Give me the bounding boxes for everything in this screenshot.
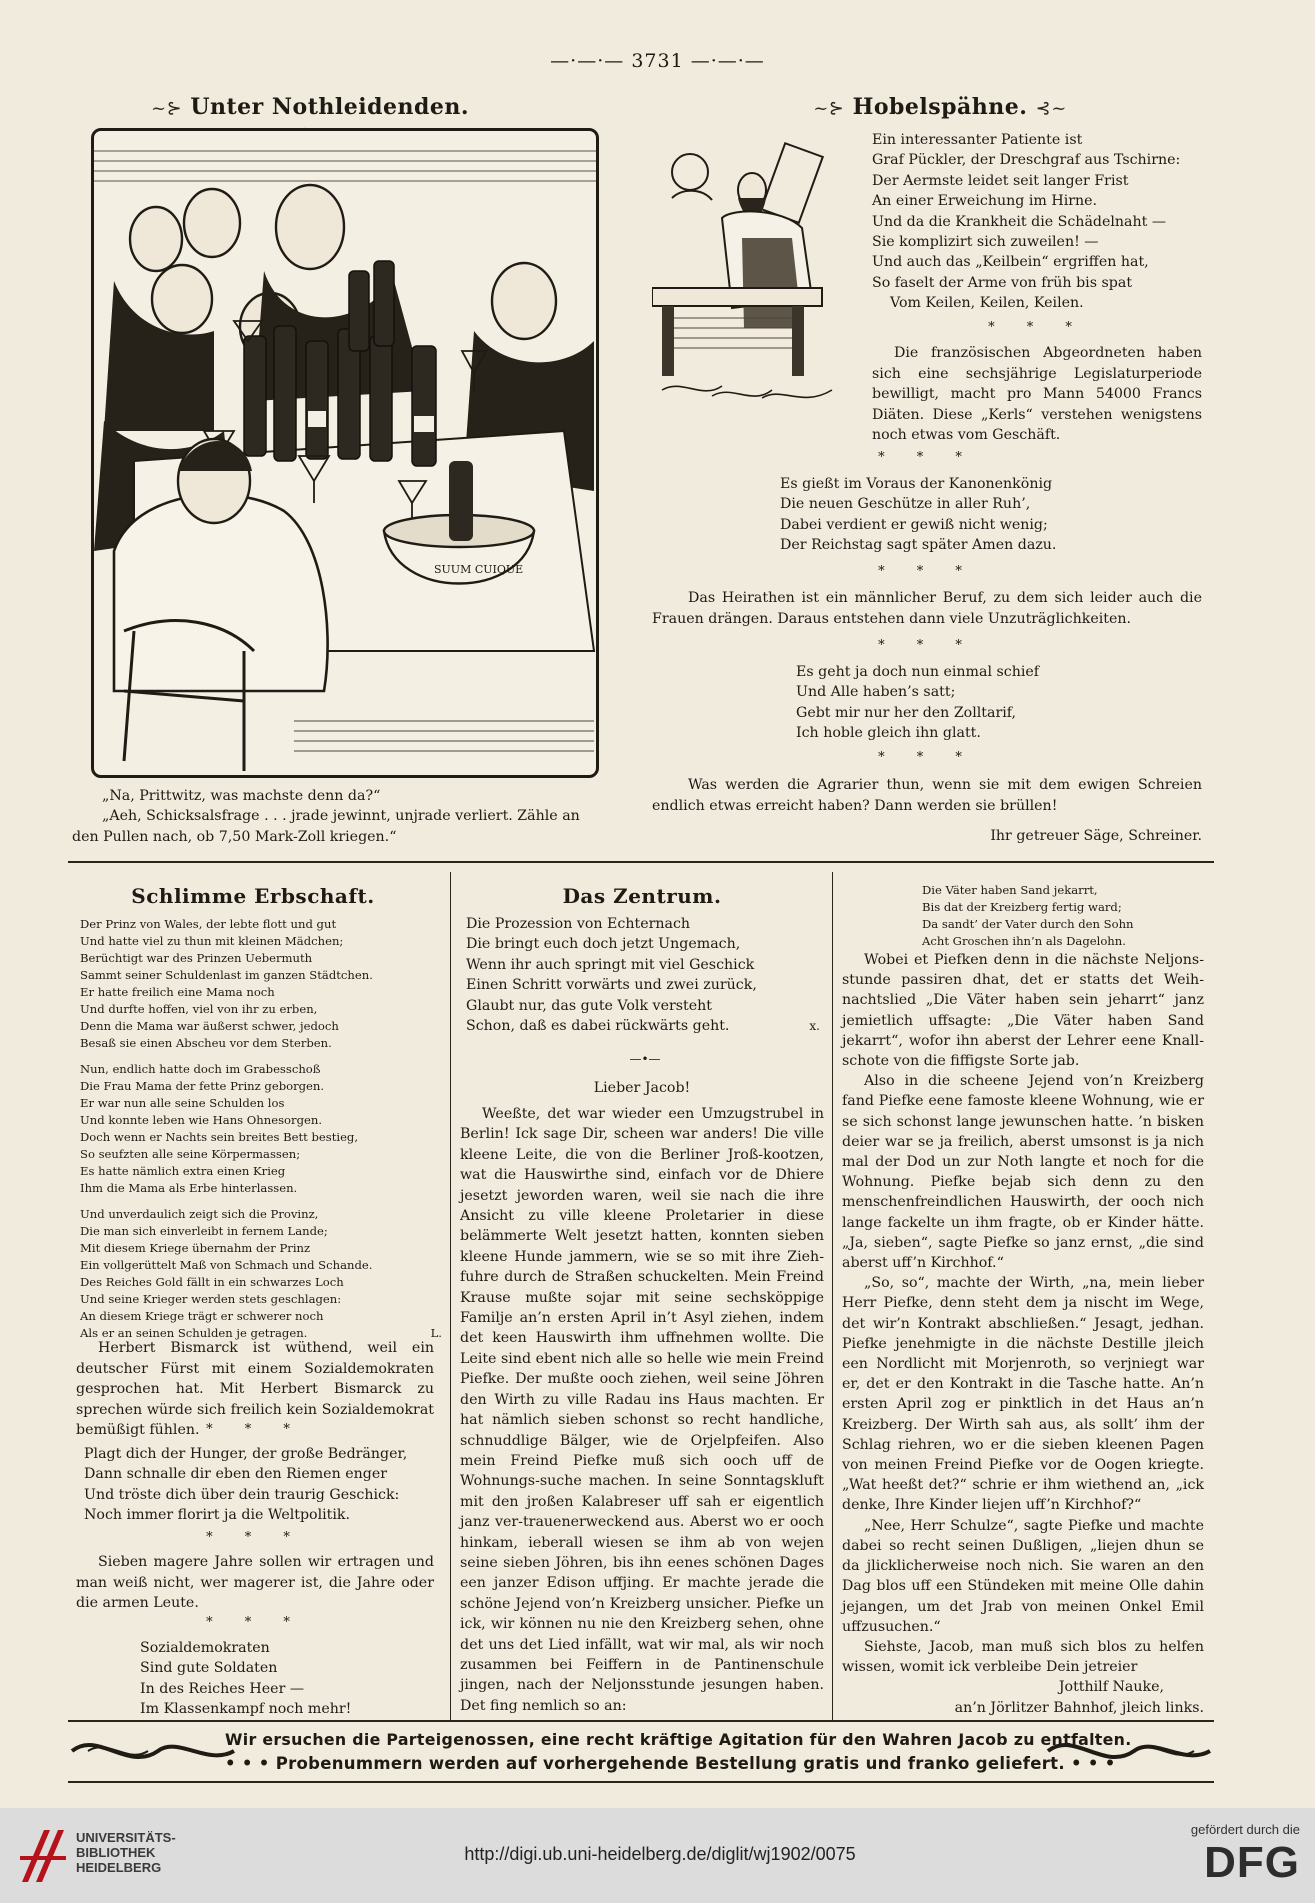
poem-line: Die Frau Mama der fette Prinz geborgen. (80, 1079, 325, 1093)
paragraph-text: Weeßte, det war wieder een Umzugstrubel in Berlin! Ick sage Dir, scheen war anders! Die ville kleene Leite, die von die Berliner Jroß-kootzen, wat die Hauswirthe sind, einfach vor de Dhiere jesetzt jeworden waren, weil sie nach die ihre Ansicht zu ville kleene Proletarier in diese belämmerte Welt jesetzt hatten, konnten sieben kleene Hunde jammern, wie se so mit ihre Zieh-fuhre durch de Straßen schuckelten. Mein Freind Krause mußte sojar mit seine sechsköppige Familje an’n ersten April in’t Asyl ziehen, indem det keen Hauswirth ihm uffnehmen wollte. Die Leite sind ebent nich alle so helle wie mein Freind Piefke. Der mußte ooch ziehen, weil seine Jöhren den Wirth zu ville Radau ins Haus machten. Er hat nämlich sieben schonst so recht handliche, schnuddlige Bälger, wie de Orjelpfeifen. Also mein Freind Piefke muß sich ooch uff de Wohnungs-suche machen. In seine Sonntagskluft mit den jroßen Kalabreser uff sah er eigentlich janz ver-trauenerweckend aus. Aberst wo er ooch hinkam, ieberall wiesen se ihm ab von wejen seine sieben Jöhren, bis ihn eenes schönen Dages een janzer Edison uffjing. Er machte jerade die schöne Jejend von’n Kreizberg unsicher. Piefke un ick, wir können nu nie den Kreizberg sehen, ohne det uns det Lied infällt, wat wir mal, als wir noch zusammen bei Feiffern in de Pantinenschule jingen, nach der Neljonsstunde jesungen haben. Det fing nemlich so an: (460, 1106, 824, 1714)
verse-line: Ein interessanter Patiente ist (872, 132, 1083, 148)
cartoon-illustration (91, 128, 599, 778)
paragraph-agrarier (652, 775, 1202, 816)
verse-pueckler (872, 130, 1202, 314)
ornament-scroll-icon: ~⊱ (813, 98, 845, 119)
appeal-line: Wir ersuchen die Parteigenossen, eine recht kräftige Agitation für den Wahren Jacob zu entfalten. (225, 1730, 1132, 1749)
cartoon-title: Unter Nothleidenden. (190, 94, 469, 120)
poem-line: Die man sich einverleibt in fernem Lande; (80, 1224, 328, 1238)
signature-text: Ihr getreuer Säge, Schreiner. (990, 828, 1202, 844)
letter-salutation (456, 1078, 828, 1098)
poem-line: Doch wenn er Nachts sein breites Bett bestieg, (80, 1130, 359, 1144)
verse-line: Und auch das „Keilbein“ ergriffen hat, (872, 254, 1149, 271)
verse-line: Der Reichstag sagt später Amen dazu. (780, 537, 1057, 554)
appeal-rule-bottom (68, 1781, 1214, 1783)
ornament-scroll-icon: ⊰~ (1035, 98, 1067, 119)
carpenter-drawing (652, 128, 844, 410)
institution-line: HEIDELBERG (76, 1860, 162, 1875)
verse-line: Die bringt euch doch jetzt Ungemach, (466, 936, 741, 953)
poem-line: An diesem Kriege trägt er schwerer noch (80, 1309, 324, 1323)
verse-line: Und da die Krankheit die Schädelnaht — (872, 213, 1167, 230)
poem-line: Ein vollgerüttelt Maß von Schmach und Schande. (80, 1258, 373, 1272)
verse-line: In des Reiches Heer — (140, 1680, 305, 1697)
paragraph-text: Also in die scheene Jejend von’n Kreizberg fand Piefke eene famoste kleene Wohnung, wie er se sich schonst lange jewunschen hatte. ’n bisken deier war se ja freilich, aberst umsonst is ja nich mal der Dod un zur Noth langte et noch for die Wohnung. Piefke bejab sich denn zu den menschenfreindlichen Hauswirth, der ooch nich lange fackelte un ihm fragte, ob er Kinder hätte. „Ja, sieben“, sagte Piefke so janz ernst, „die sind aberst uff’n Kirchhof.“ (842, 1073, 1204, 1272)
verse-line: Sozialdemokraten (140, 1640, 270, 1656)
banquet-drawing (94, 131, 596, 775)
poem-line: Denn die Mama war äußerst schwer, jedoch (80, 1019, 339, 1033)
verse-line: Graf Pückler, der Dreschgraf aus Tschirne: (872, 152, 1181, 169)
appeal-banner (225, 1728, 1132, 1776)
page-number: 3731 (631, 50, 684, 72)
verse-das-zentrum (466, 914, 826, 1036)
cartoon-caption (72, 786, 632, 847)
poem-line: Es hatte nämlich extra einen Krieg (80, 1164, 286, 1178)
das-zentrum-heading (456, 884, 828, 908)
poem-schlimme-erbschaft (80, 916, 450, 1342)
paragraph-text: Das Heirathen ist ein männlicher Beruf, zu dem sich leider auch die Frauen drängen. Daraus entstehen dann viele Unzuträglichkeiten. (652, 590, 1202, 627)
rule-ornament-right-icon: —·—·— (690, 50, 765, 72)
poem-line: Er war nun alle seine Schulden los (80, 1096, 285, 1110)
verse-line: Wenn ihr auch springt mit viel Geschick (466, 956, 755, 973)
verse-weltpolitik (84, 1444, 444, 1526)
hobelspaehne-heading (790, 94, 1090, 120)
verse-line: Glaubt nur, das gute Volk versteht (466, 997, 712, 1014)
verse-line: Acht Groschen ihn’n als Dagelohn. (922, 934, 1126, 948)
salutation-text: Lieber Jacob! (593, 1080, 691, 1096)
paragraph-text: Die französischen Abgeordneten haben sich eine sechsjährige Legislaturperiode bewilligt, macht pro Mann 54000 Francs Diäten. Diese „Kerls“ verstehen wenigstens noch etwas vom Geschäft. (872, 345, 1202, 444)
section-separator: * * * (206, 1530, 304, 1545)
appeal-line-text: Probenummern werden auf vorhergehende Bestellung gratis und franko geliefert. (275, 1754, 1065, 1773)
verse-sozialdemokraten (140, 1638, 440, 1720)
verse-line: Dann schnalle dir eben den Riemen enger (84, 1466, 388, 1483)
verse-zolltarif (796, 662, 1136, 744)
verse-line: Es geht ja doch nun einmal schief (796, 664, 1040, 680)
section-separator: * * * (878, 564, 976, 579)
poem-line: Berüchtigt war des Prinzen Uebermuth (80, 951, 313, 965)
institution-name (76, 1830, 226, 1875)
verse-line: Der Aermste leidet seit langer Frist (872, 172, 1129, 189)
poem-line: Und durfte hoffen, viel von ihr zu erben, (80, 1002, 318, 1016)
institution-line: UNIVERSITÄTS- (76, 1830, 176, 1845)
poem-line: Als er an seinen Schulden je getragen. (80, 1326, 308, 1340)
ornament-scroll-left-icon (68, 1728, 238, 1774)
poem-line: Und seine Krieger werden stets geschlagen: (80, 1292, 342, 1306)
verse-line: Gebt mir nur her den Zolltarif, (796, 704, 1017, 721)
source-url[interactable]: http://digi.ub.uni-heidelberg.de/diglit/wj1902/0075 (464, 1844, 856, 1864)
section-separator: * * * (878, 750, 976, 765)
verse-line: Dabei verdient er gewiß nicht wenig; (780, 516, 1048, 533)
verse-line: Ich hoble gleich ihn glatt. (796, 725, 981, 742)
bowl-inscription: SUUM CUIQUE (434, 563, 524, 576)
digitization-footer (0, 1808, 1315, 1903)
verse-line: Bis dat der Kreizberg fertig ward; (922, 900, 1122, 914)
verse-line: Einen Schritt vorwärts und zwei zurück, (466, 977, 757, 994)
caption-line: „Aeh, Schicksalsfrage . . . jrade jewinnt, unjrade verliert. Zähle an (102, 808, 580, 825)
rule-ornament-left-icon: —·—·— (550, 50, 625, 72)
funded-by-label: gefördert durch die (1190, 1822, 1300, 1837)
carpenter-illustration (652, 128, 844, 410)
letter-signature-address: an’n Jörlitzer Bahnhof, jleich links. (954, 1699, 1204, 1716)
section-divider (68, 861, 1214, 863)
poem-line: Mit diesem Kriege übernahm der Prinz (80, 1241, 311, 1255)
paragraph-text: Herbert Bismarck ist wüthend, weil ein deutscher Fürst mit einem Sozialdemokraten gesprochen hat. Mit Herbert Bismarck zu sprechen würde sich freilich kein Sozialdemokrat bemüßigt fühlen. (76, 1340, 434, 1439)
verse-line: Die Prozession von Echternach (466, 916, 691, 932)
poem-line: Und hatte viel zu thun mit kleinen Mädchen; (80, 934, 344, 948)
letter-body-part1 (460, 1104, 824, 1716)
poem-line: Und konnte leben wie Hans Ohnesorgen. (80, 1113, 323, 1127)
paragraph-sieben-jahre (76, 1552, 434, 1614)
verse-line: Im Klassenkampf noch mehr! (140, 1701, 352, 1718)
caption-line: „Na, Prittwitz, was machste denn da?“ (102, 788, 381, 804)
letter-signature-name: Jotthilf Nauke, (1058, 1679, 1164, 1696)
paragraph-text: Sieben magere Jahre sollen wir ertragen und man weiß nicht, wer magerer ist, die Jahre oder die armen Leute. (76, 1554, 434, 1612)
poem-line: Besaß sie einen Abscheu vor dem Sterben. (80, 1036, 332, 1050)
column-rule (450, 872, 451, 1720)
verse-line: Da sandt’ der Vater durch den Sohn (922, 917, 1134, 931)
paragraph-french-deputies (872, 343, 1202, 446)
verse-line: An einer Erweichung im Hirne. (872, 193, 1098, 210)
poem-line: Des Reiches Gold fällt in ein schwarzes Loch (80, 1275, 344, 1289)
hobelspaehne-signature (652, 826, 1202, 846)
verse-line: Noch immer florirt ja die Weltpolitik. (84, 1507, 350, 1524)
verse-line: Und Alle haben’s satt; (796, 684, 956, 701)
hobelspaehne-title: Hobelspähne. (852, 94, 1028, 120)
separator-ornament-icon: —•— (629, 1052, 661, 1066)
verse-line: Plagt dich der Hunger, der große Bedränger, (84, 1446, 408, 1462)
ornament-scroll-icon: ~⊱ (151, 98, 183, 119)
verse-line: Die neuen Geschütze in aller Ruh’, (780, 496, 1031, 513)
verse-line: Die Väter haben Sand jekarrt, (922, 883, 1098, 897)
dots-ornament-icon: • • • (1070, 1754, 1116, 1773)
das-zentrum-title: Das Zentrum. (562, 884, 722, 908)
verse-line: Sind gute Soldaten (140, 1660, 278, 1677)
schlimme-erbschaft-heading (68, 884, 438, 908)
heidelberg-logo-icon (14, 1826, 72, 1886)
dots-ornament-icon: • • • (225, 1754, 270, 1773)
verse-kreizberg (922, 882, 1212, 950)
paragraph-text: „So, so“, machte der Wirth, „na, mein lieber Herr Piefke, denn steht dem ja nischt im Wege, det wir’n Kontrakt abschließen.“ Jesagt, jedhan. Piefke jenehmigte in die nächste Destille jleich een Nordlicht mit Morjenroth, so verjniegt war er, det er den Kontrakt in die Tasche hatte. An’n ersten April zog er pinktlich in det Haus an’n Kreizberg. Der Wirth sah aus, als sollt’ ihm der Schlag riehren, wo er die sieben kleenen Pagen von meinen Freind Piefke vor de Oogen kriegte. „Wat heeßt det?“ schrie er ihm wiethend an, „ick denke, Ihre Kinder liejen uff’n Kirchhof?“ (842, 1275, 1204, 1514)
paragraph-text: Siehste, Jacob, man muß sich blos zu helfen wissen, womit ick verbleibe Dein jetreier (842, 1638, 1204, 1676)
page-number-line (0, 50, 1315, 72)
poem-line: Der Prinz von Wales, der lebte flott und gut (80, 917, 337, 931)
paragraph-text: Was werden die Agrarier thun, wenn sie mit dem ewigen Schreien endlich etwas erreicht haben? Dann werden sie brüllen! (652, 777, 1202, 814)
poem-line: Er hatte freilich eine Mama noch (80, 985, 275, 999)
verse-signature: x. (809, 1019, 820, 1034)
institution-line: BIBLIOTHEK (76, 1845, 156, 1860)
appeal-rule-top (68, 1720, 1214, 1722)
poem-line: So seufzten alle seine Körpermassen; (80, 1147, 301, 1161)
column-rule (832, 872, 833, 1720)
verse-kanonenkoenig (780, 474, 1140, 556)
section-separator: * * * (206, 1422, 304, 1437)
section-separator: * * * (878, 638, 976, 653)
paragraph-heirathen (652, 588, 1202, 629)
section-separator: * * * (878, 450, 976, 465)
poem-line: Und unverdaulich zeigt sich die Provinz, (80, 1207, 319, 1221)
poem-signature: L. (430, 1326, 442, 1340)
verse-line: Sie komplizirt sich zuweilen! — (872, 234, 1099, 251)
dfg-logo-icon: DFG (1204, 1838, 1300, 1887)
paragraph-text: Wobei et Piefken denn in die nächste Neljons-stunde passiren dhat, det er statts det Weih-nachtslied „Die Väter haben sein jeharrt“ janz jemietlich uffsagte: „Die Väter haben Sand jekarrt“, wofor ihn aberst der Lehrer eene Knall-schote von die fiffigste Sorte jab. (842, 952, 1204, 1070)
appeal-line (225, 1752, 1116, 1776)
schlimme-erbschaft-title: Schlimme Erbschaft. (131, 884, 375, 908)
verse-line: Und tröste dich über dein traurig Geschick: (84, 1486, 400, 1503)
poem-line: Sammt seiner Schuldenlast im ganzen Städtchen. (80, 968, 373, 982)
section-separator: * * * (206, 1615, 304, 1630)
paragraph-text: „Nee, Herr Schulze“, sagte Piefke und machte dabei so recht seinen Dußligen, „liejen dhun se da jlicklicherweise noch nich. Sie waren an den Dag blos uff een Stündeken mit meine Olle dahin jejangen, um det Jrab von meinen Onkel Emil uffzusuchen.“ (842, 1517, 1204, 1635)
poem-line: Nun, endlich hatte doch im Grabesschoß (80, 1062, 321, 1076)
poem-line: Ihm die Mama als Erbe hinterlassen. (80, 1181, 298, 1195)
section-separator: * * * (988, 320, 1086, 335)
verse-line: Schon, daß es dabei rückwärts geht. (466, 1018, 730, 1035)
verse-line: Vom Keilen, Keilen, Keilen. (890, 295, 1084, 312)
letter-body-part2 (842, 950, 1204, 1718)
verse-line: Es gießt im Voraus der Kanonenkönig (780, 476, 1053, 492)
verse-line: So faselt der Arme von früh bis spat (872, 274, 1133, 291)
caption-line: den Pullen nach, ob 7,50 Mark-Zoll kriegen.“ (72, 828, 397, 845)
